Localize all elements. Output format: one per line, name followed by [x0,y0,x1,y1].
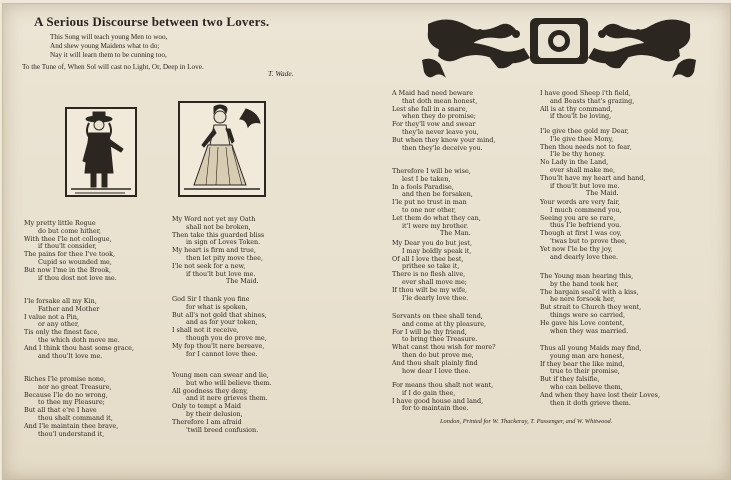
verse-line: if thou'lt consider, [38,242,97,251]
verse-line: for to maintain thee. [402,404,469,413]
verse-line: My pretty little Rogue [24,219,96,227]
printer-imprint: London, Printed for W. Thackeray, T. Passenger, and W. Whitwood. [440,418,613,425]
verse-line: I have good Sheep i'th field, [540,89,631,97]
verse-col2-stanza2 [172,296,267,358]
woodcut-man-image [65,107,137,197]
verse-line: For means thou shalt not want, [392,381,494,389]
verse-line: My heart is firm and true, [172,246,256,255]
verse-line: ever shall move me; [402,277,467,286]
verse-col1-stanza3 [24,376,118,438]
verse-line: but who will believe them. [186,378,272,387]
verse-line: Of all I love thee best, [392,254,464,263]
verse-line: All goodness they deny, [172,386,248,395]
verse-line: God Sir I thank you fine [172,295,250,303]
verse-line: true to their promise, [550,367,620,376]
tune-line: To the Tune of, When Sol will cast no Light, Or, Deep in Love. [22,63,204,71]
verse-line: Young men can swear and lie, [172,371,269,379]
verse-line: and it nere grieves them. [186,394,268,403]
verse-line: But when they know your mind, [392,135,496,144]
verse-line: by their delusion, [186,409,243,418]
verse-line: I value not a Pin, [24,312,79,321]
verse-line: to bring thee Treasure. [402,335,478,344]
verse-col3-stanza1 [392,90,495,152]
verse-col4-stanza3 [540,199,627,261]
verse-line: Thus all young Maids may find, [540,344,642,352]
verse-line: he nere forsook her, [550,295,616,304]
verse-line: I'le give thee Mony, [550,134,614,143]
verse-line: prithee so take it, [402,262,460,271]
speaker-heading: The Maid. [586,189,619,198]
verse-line: and as for your token, [186,318,258,327]
verse-col3-stanza3 [392,240,472,302]
verse-line: shall not be broken, [186,222,251,231]
verse-line: if thou dost not love me. [38,273,117,282]
verse-line: to thee my Pleasure; [38,398,105,407]
verse-line: if thou'lt be loving, [550,112,612,121]
verse-line: and then be forsaken, [402,190,473,199]
verse-line: Therefore I am afraid [172,417,242,426]
verse-line: then do but prove me, [402,350,474,359]
verse-line: I may boldly speak it, [402,246,472,255]
verse-line: to one nor other, [402,205,456,214]
verse-line: And I think thou hast some grace, [24,343,134,352]
verse-line: Then take this guarded bliss [172,230,265,239]
verse-line: No Lady in the Land, [540,158,609,167]
verse-line: in sign of Loves Token. [186,238,261,247]
verse-line: 'twill breed confusion. [186,425,259,434]
verse-line: I'le be thy honey. [550,150,606,159]
verse-col2-stanza3 [172,372,272,434]
verse-line: and thou'lt love me. [38,351,103,360]
verse-line: Seeing you are so rare, [540,213,616,222]
verse-line: For they'll vow and swear [392,120,476,129]
intro-line: And shew young Maidens what to do; [50,42,160,50]
verse-line: Lest she fall in a snare, [392,104,468,113]
verse-line: If they bear the like mind, [540,359,625,368]
verse-line: All is at thy command, [540,104,613,113]
verse-line: when they was married. [550,326,629,335]
verse-line: I'le put no trust in man [392,198,467,207]
verse-line: And I'le maintain thee brave, [24,421,119,430]
verse-line: And when they have lost their Loves, [540,390,660,399]
verse-line: What canst thou wish for more? [392,343,496,352]
verse-line: My Word not yet my Oath [172,215,256,223]
page-title: A Serious Discourse between two Lovers. [34,14,270,29]
verse-col4-stanza2 [540,128,645,198]
verse-line: Then thou needs not to fear, [540,142,632,151]
verse-line: by the hand took her, [550,279,619,288]
verse-line: then let pity move thee, [186,253,263,262]
verse-line: it'l were my brother. [402,221,469,230]
verse-line: But if they falsifie, [540,375,600,384]
verse-col3-stanza2 [392,168,481,238]
verse-line: Your words are very fair, [540,198,620,206]
verse-line: for I cannot love thee. [186,349,258,358]
verse-col3-stanza5 [392,382,493,413]
verse-line: then it doth grieve them. [550,398,631,407]
verse-line: Thou'lt have my heart and hand, [540,173,646,182]
verse-line: thou shalt command it, [38,413,113,422]
verse-line: if thou'lt but love me. [550,181,620,190]
verse-line: Servants on thee shall tend, [392,312,483,320]
verse-line: they'le never leave you, [402,127,479,136]
verse-line: thou'l understand it, [38,429,105,438]
verse-line: The bargain seal'd with a kiss, [540,287,639,296]
verse-line: when they do promise; [402,112,476,121]
verse-col1-stanza2 [24,298,134,360]
intro-verse [50,33,167,60]
verse-line: young man are honest, [550,351,625,360]
verse-line: And thou shalt plainly find [392,358,478,367]
verse-line: I'le forsake all my Kin, [24,297,97,305]
verse-line: I have good house and land, [392,396,484,405]
verse-line: The pains for thee I've took, [24,250,116,259]
verse-line: For I will be thy friend, [392,327,467,336]
verse-line: do but come hither, [38,226,102,235]
verse-line: the which doth move me. [38,335,120,344]
intro-line: Nay it will learn them to be cunning too, [50,51,167,59]
verse-line: though you do prove me, [186,333,267,342]
verse-line: nor no great Treasure, [38,382,112,391]
verse-col1-stanza1 [24,220,117,282]
verse-line: Let them do what they can, [392,213,481,222]
speaker-heading: The Man. [440,229,471,238]
verse-line: I'le dearly love thee. [402,293,469,302]
verse-line: But all that e're I have [24,406,97,415]
verse-line: But strait to Church they went, [540,303,642,312]
verse-line: and come at thy pleasure, [402,319,487,328]
verse-line: Though at first I was coy, [540,229,622,238]
verse-line: then they'le deceive you. [402,143,483,152]
ornamental-header-image [420,14,698,80]
verse-line: Therefore I will be wise, [392,167,471,175]
verse-line: 'twas but to prove thee, [550,236,627,245]
verse-line: Only to tempt a Maid [172,402,241,411]
verse-line: that doth mean honest, [402,96,478,105]
verse-line: or any other, [38,320,80,329]
verse-line: I'le give thee gold my Dear, [540,127,629,135]
verse-col4-stanza4 [540,273,641,335]
verse-line: if I do gain thee, [402,388,456,397]
verse-line: Cupid so wounded me, [38,257,112,266]
verse-line: My fop thou'lt nere bereave, [172,341,265,350]
verse-line: lest I be taken, [402,174,451,183]
verse-col2-stanza1 [172,216,264,286]
verse-line: things were so carried, [550,310,625,319]
verse-line: I'le not seek for a new, [172,261,246,270]
verse-line: With thee I'le not collogue, [24,234,112,243]
verse-col4-stanza1 [540,90,634,121]
verse-line: But all's not gold that shines, [172,310,267,319]
verse-line: Yet now I'le be thy joy, [540,244,613,253]
verse-line: If thou wilt be my wife, [392,285,468,294]
verse-col4-stanza5 [540,345,660,407]
verse-line: and Beasts that's grazing, [550,96,635,105]
verse-line: I much commend you, [550,205,622,214]
author-signature: T. Wade. [268,69,294,78]
verse-line: Because I'le do no wrong, [24,390,108,399]
verse-line: and dearly love thee. [550,252,619,261]
verse-line: Riches I'le promise none, [24,375,106,383]
verse-line: The Young man hearing this, [540,272,634,280]
verse-line: In a fools Paradise, [392,182,454,191]
verse-line: He gave his Love content, [540,318,625,327]
verse-line: But now I'me in the Brook, [24,265,112,274]
verse-line: how dear I love thee. [402,366,471,375]
verse-col3-stanza4 [392,313,496,375]
verse-line: My Dear you do but jest, [392,239,473,247]
verse-line: Tis only the finest face, [24,328,100,337]
verse-line: A Maid had need beware [392,89,474,97]
verse-line: Father and Mother [38,304,100,313]
woodcut-woman-image [178,101,266,197]
verse-line: thus I'le befriend you. [550,221,622,230]
verse-line: I shall not it receive, [172,326,239,335]
speaker-heading: The Maid. [226,277,259,286]
intro-line: This Song will teach young Men to woo, [50,33,168,41]
verse-line: if thou'lt but love me. [186,269,256,278]
verse-line: who can believe them, [550,382,623,391]
verse-line: for what is spoken, [186,302,248,311]
verse-line: There is no flesh alive, [392,270,466,279]
verse-line: ever shall make me, [550,165,616,174]
